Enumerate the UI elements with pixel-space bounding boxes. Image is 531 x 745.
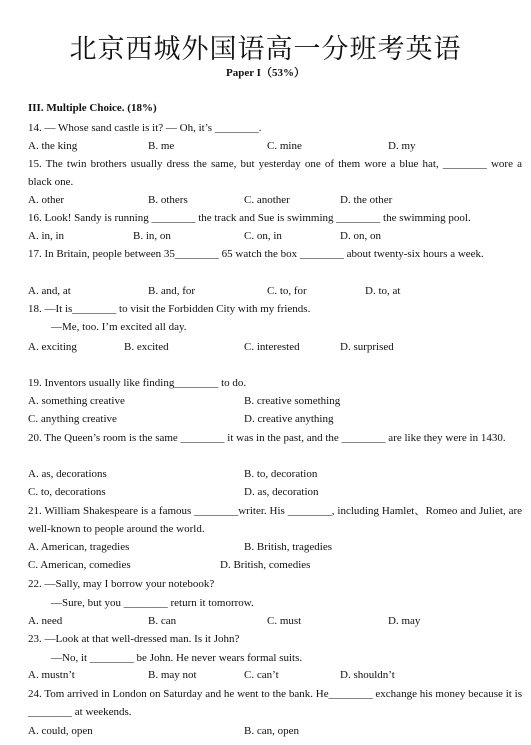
option-c: C. another bbox=[244, 194, 290, 206]
option-c: C. interested bbox=[244, 341, 300, 353]
question-22-reply: —Sure, but you ________ return it tomorrow. bbox=[51, 597, 254, 609]
option-d: D. shouldn’t bbox=[340, 669, 395, 681]
option-c: C. to, for bbox=[267, 285, 307, 297]
option-d: D. my bbox=[388, 140, 416, 152]
question-18-reply: —Me, too. I’m excited all day. bbox=[51, 321, 187, 333]
option-b: B. and, for bbox=[148, 285, 196, 297]
question-23: 23. —Look at that well-dressed man. Is it John? bbox=[28, 633, 240, 645]
option-a: A. exciting bbox=[28, 341, 77, 353]
option-c: C. mine bbox=[267, 140, 302, 152]
option-a: A. need bbox=[28, 615, 63, 627]
option-a: A. something creative bbox=[28, 395, 125, 407]
option-c: C. on, in bbox=[244, 230, 282, 242]
option-c: C. to, decorations bbox=[28, 486, 106, 498]
option-b: B. can, open bbox=[244, 725, 299, 737]
option-a: A. the king bbox=[28, 140, 78, 152]
option-c: C. can’t bbox=[244, 669, 279, 681]
question-17: 17. In Britain, people between 35________ 65 watch the box ________ about twenty-six hours a week. bbox=[28, 248, 484, 260]
option-b: B. in, on bbox=[133, 230, 171, 242]
option-a: A. and, at bbox=[28, 285, 71, 297]
option-d: D. creative anything bbox=[244, 413, 334, 425]
option-b: B. creative something bbox=[244, 395, 341, 407]
option-a: A. as, decorations bbox=[28, 468, 107, 480]
question-14: 14. — Whose sand castle is it? — Oh, it’s ________. bbox=[28, 122, 262, 134]
option-b: B. can bbox=[148, 615, 177, 627]
option-b: B. others bbox=[148, 194, 188, 206]
option-d: D. as, decoration bbox=[244, 486, 319, 498]
question-19: 19. Inventors usually like finding________ to do. bbox=[28, 377, 247, 389]
option-d: D. to, at bbox=[365, 285, 401, 297]
option-d: D. on, on bbox=[340, 230, 381, 242]
option-c: C. anything creative bbox=[28, 413, 117, 425]
paper-subtitle: Paper I（53%） bbox=[226, 67, 305, 79]
option-a: A. in, in bbox=[28, 230, 65, 242]
page-title: 北京西城外国语高一分班考英语 bbox=[69, 34, 462, 65]
option-a: A. mustn’t bbox=[28, 669, 75, 681]
option-c: C. must bbox=[267, 615, 302, 627]
option-d: D. surprised bbox=[340, 341, 394, 353]
option-b: B. excited bbox=[124, 341, 169, 353]
option-d: D. may bbox=[388, 615, 421, 627]
option-b: B. to, decoration bbox=[244, 468, 318, 480]
question-18: 18. —It is________ to visit the Forbidden City with my friends. bbox=[28, 303, 311, 315]
section-heading: III. Multiple Choice. (18%) bbox=[28, 102, 157, 114]
question-15: 15. The twin brothers usually dress the same, but yesterday one of them wore a blue hat, ________ wore a black one. bbox=[28, 158, 522, 189]
option-a: A. could, open bbox=[28, 725, 93, 737]
option-b: B. may not bbox=[148, 669, 197, 681]
question-24: 24. Tom arrived in London on Saturday and he went to the bank. He________ exchange his money because it is ________ at weekends. bbox=[28, 688, 522, 719]
question-23-reply: —No, it ________ be John. He never wears formal suits. bbox=[51, 652, 303, 664]
option-c: C. American, comedies bbox=[28, 559, 131, 571]
question-16: 16. Look! Sandy is running ________ the track and Sue is swimming ________ the swimming pool. bbox=[28, 212, 471, 224]
option-a: A. other bbox=[28, 194, 65, 206]
option-a: A. American, tragedies bbox=[28, 541, 130, 553]
question-21: 21. William Shakespeare is a famous ________writer. His ________, including Hamlet、Romeo and Juliet, are well-known to people around the world. bbox=[28, 505, 522, 536]
question-20: 20. The Queen’s room is the same ________ it was in the past, and the ________ are like they were in 1430. bbox=[28, 432, 506, 444]
option-b: B. me bbox=[148, 140, 175, 152]
option-b: B. British, tragedies bbox=[244, 541, 332, 553]
option-d: D. British, comedies bbox=[220, 559, 311, 571]
question-22: 22. —Sally, may I borrow your notebook? bbox=[28, 578, 215, 590]
option-d: D. the other bbox=[340, 194, 393, 206]
